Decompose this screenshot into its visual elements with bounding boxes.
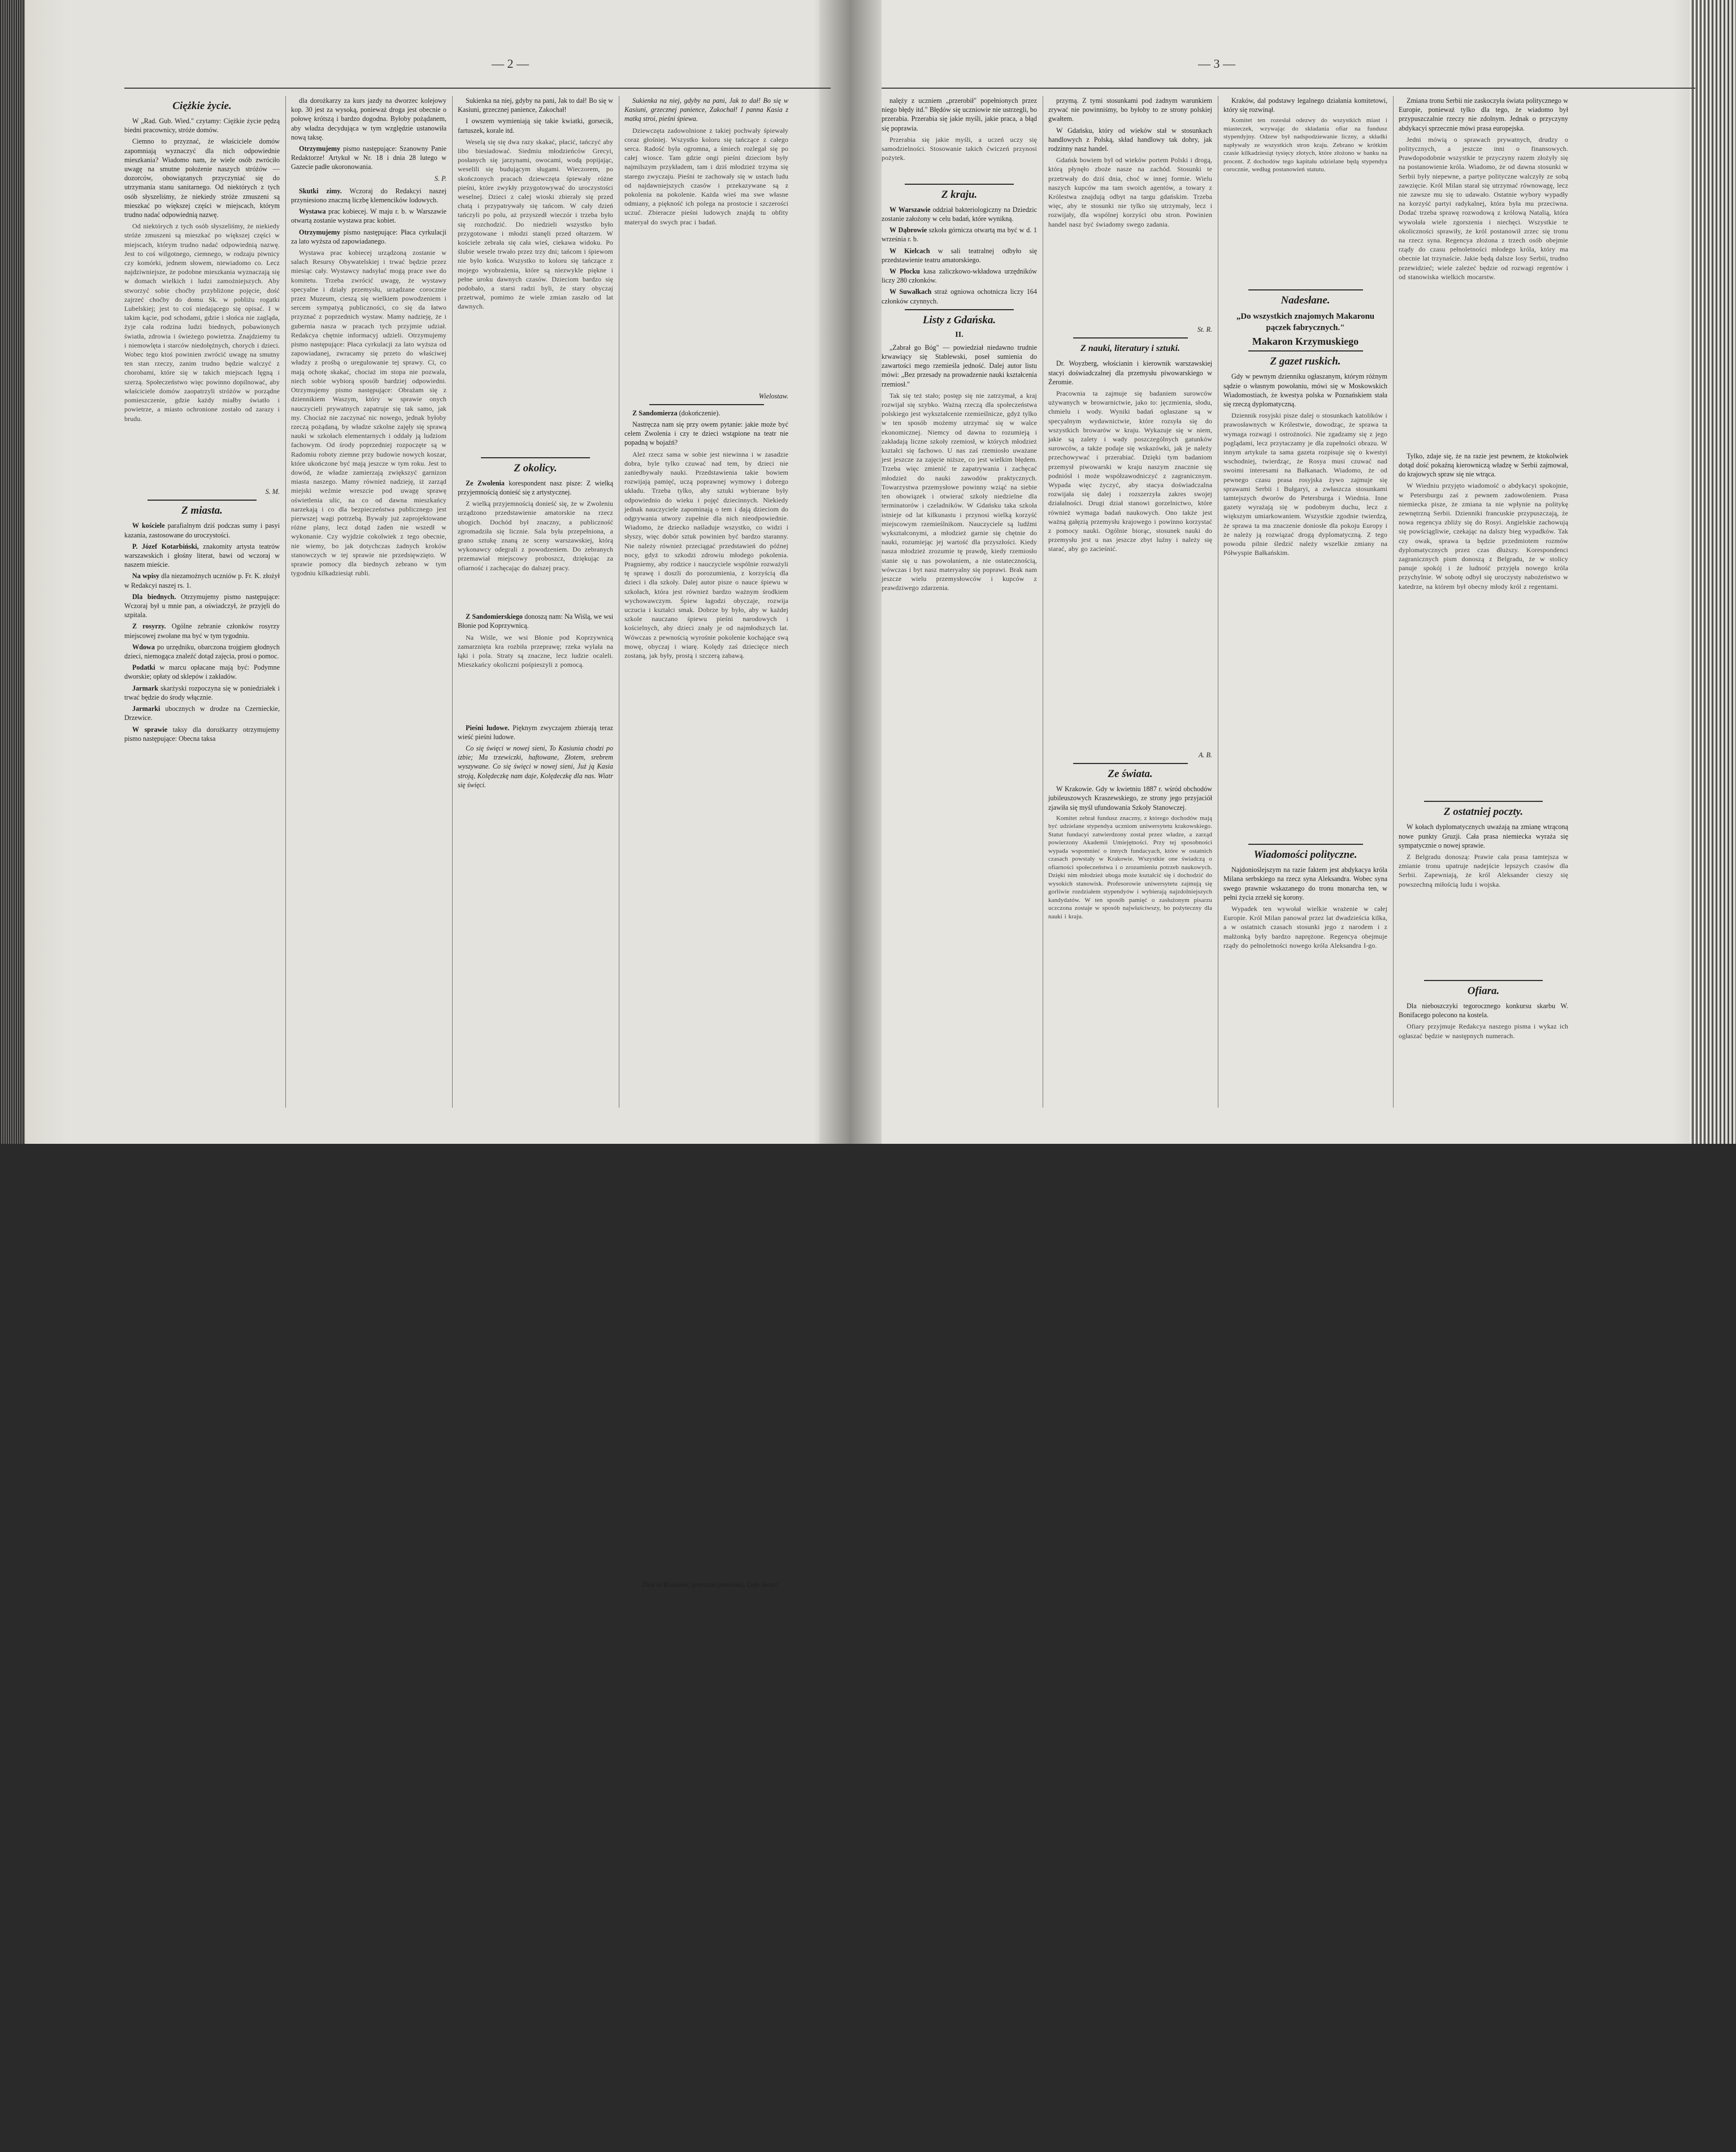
page-header-rule bbox=[124, 88, 831, 89]
news-item-label: W Suwałkach bbox=[889, 288, 932, 296]
news-item-label: Otrzymujemy bbox=[299, 228, 341, 236]
news-item-text: straż ogniowa ochotnicza liczy 164 członków czynnych. bbox=[882, 288, 1037, 305]
news-item-text: Pięknym zwyczajem zbierają teraz wieść pieśni ludowe. bbox=[458, 723, 613, 741]
news-item bbox=[291, 186, 446, 205]
news-item bbox=[291, 207, 446, 225]
article-text: „Zabrał go Bóg" — powiedział niedawno trudnie krwawiący się Stablewski, poseł sumienia do zawartości mego rzemieśla jedność. Dalej autor listu mówi: „Bez przesady na prowadzenie nauki kształcenia rzemiosł." bbox=[882, 343, 1037, 388]
news-item-label: Z rosyrzy. bbox=[132, 622, 166, 631]
news-item-label: Skutki zimy. bbox=[299, 186, 342, 195]
section-title: Nadesłane. bbox=[1281, 294, 1330, 307]
news-item-label: Ze Zwolenia bbox=[466, 479, 505, 487]
news-item-label: Pieśni ludowe. bbox=[466, 723, 510, 732]
column-3 bbox=[1223, 96, 1387, 1113]
news-item-text: skarżyski rozpoczyna się w poniedziałek i trwać będzie do środy włącznie. bbox=[124, 684, 280, 701]
article-text: Z wielką przyjemnością donieść się, że w Zwoleniu urządzono przedstawienie amatorskie na rzecz ubogich. Dochód był znaczny, a publiczność zgromadziła się licznie. Sala była przepełniona, a grano sztukę znaną ze sceny warszawskiej, którą wykonawcy odegrali z powodzeniem. Do zebranych przemawiał miejscowy proboszcz, dziękując za ofiarność i zachęcając do dalszej pracy. bbox=[458, 500, 613, 572]
news-item-text: ubocznych w drodze na Czernieckie, Drzewice. bbox=[124, 705, 280, 722]
news-item-text: prac kobiecej. W maju r. b. w Warszawie otwartą zostanie wystawa prac kobiet. bbox=[291, 207, 446, 225]
section-divider bbox=[1248, 350, 1363, 352]
section-title: Wiadomości polityczne. bbox=[1253, 849, 1357, 861]
binding-gutter bbox=[819, 0, 882, 1144]
section-divider bbox=[1073, 337, 1188, 339]
article-text: Dr. Woyzberg, włościanin i kierownik warszawskiej stacyi doświadczalnej dla przemysłu piwowarskiego w Żeromie. bbox=[1048, 359, 1212, 386]
section-divider bbox=[147, 500, 257, 501]
news-item-label: P. Józef Kotarbiński, bbox=[132, 542, 199, 550]
section-divider bbox=[1424, 980, 1543, 981]
article-signature: Wielostaw. bbox=[758, 392, 788, 400]
news-item-label: W Warszawie bbox=[889, 205, 931, 214]
article-body: Zmiana tronu Serbii nie zaskoczyła świata politycznego w Europie, ponieważ tylko dla tego, że wiadomo był przypuszczalnie rzeczy nie zdolnym. Jednak o przyczyny abdykacyi sprzecznie mówi prasa europejska. bbox=[1399, 97, 1568, 132]
article-body: przymą. Z tymi stosunkami pod żadnym warunkiem zrywać nie powinniśmy, bo byłoby to ze strony polskiej gwałtem. bbox=[1048, 97, 1212, 123]
news-item-text: znakomity artysta teatrów warszawskich i głośny literat, bawi od wczoraj w naszem mieście. bbox=[124, 542, 280, 569]
article-text: W Gdańsku, który od wieków stał w stosunkach handlowych z Polską, skład handlowy tak dobry, jak rodzinny nasz handel. bbox=[1048, 126, 1212, 153]
column-rule bbox=[285, 96, 286, 1108]
article-text: Przerabia się jakie myśli, a uczeń uczy się samodzielności. Stosowanie takich ćwiczeń przynosi pożytek. bbox=[882, 135, 1037, 162]
news-item-label: Jarmarki bbox=[132, 705, 160, 713]
news-item bbox=[882, 287, 1037, 305]
article-signature: St. R. bbox=[1197, 326, 1212, 334]
column-4 bbox=[1399, 96, 1568, 1113]
column-2 bbox=[291, 96, 446, 1113]
column-2 bbox=[1048, 96, 1212, 1113]
news-item-label: Wdowa bbox=[132, 643, 155, 651]
section-divider bbox=[905, 184, 1014, 185]
article-text: Dla nieboszczyki tegorocznego konkursu skarbu W. Bonifacego polecono na kostela. bbox=[1399, 1002, 1568, 1019]
page-number: — 3 — bbox=[1198, 57, 1235, 71]
news-item bbox=[882, 205, 1037, 223]
section-title: Z kraju. bbox=[941, 188, 978, 201]
article-text: Komitet ten rozesłał odezwy do wszystkich miast i miasteczek, wzywając do składania ofiar na fundusz stypendyjny. Odzew był nadspodziewanie liczny, a składki napływały ze wszystkich stron kraju. Zebrano w krótkim czasie kilkadziesiąt tysięcy złotych, które złożono w banku na procent. Z dochodów tego kapitału udzielane będą stypendya corocznie, według postanowień statutu. bbox=[1223, 117, 1387, 173]
section-title: Z gazet ruskich. bbox=[1270, 355, 1341, 368]
section-title: Ze świata. bbox=[1108, 768, 1153, 780]
news-item-text: po urzędniku, obarczona trojgiem głodnych dzieci, niemogąca znaleźć dotąd zajęcia, prosi o pomoc. bbox=[124, 643, 280, 661]
news-item bbox=[882, 267, 1037, 285]
news-item bbox=[124, 704, 280, 722]
news-item-text: Otrzymujemy pismo następujące: Wczoraj był u mnie pan, a oświadczył, że przyjęli do szpitala. bbox=[124, 592, 280, 619]
article-body: nalęży z uczniem „przerobił" popełnionych przez niego błędy itd." Błędów się uczniowie nie ustrzegli, bo przerabia. Przerabia się jakie myśli, jakie praca, a błąd się poprawia. bbox=[882, 97, 1037, 132]
news-item bbox=[458, 723, 613, 741]
article-text: Ależ rzecz sama w sobie jest niewinna i w zasadzie dobra, byle tylko czuwać nad tem, by dzieci nie zaniedbywały nauki. Przedstawienia takie bowiem rozwijają pamięć, uczą poprawnej wymowy i dobrego układu. Trzeba tylko, aby sztuki wybierane były odpowiednio do wieku i pojęć dziecinnych. Niekiedy jednak nauczyciele zapominają o tem i dają dzieciom do odgrywania utwory zupełnie dla nich nieodpowiednie. Wiadomo, że dziecko naśladuje wszystko, co widzi i słyszy, więc dobór sztuk powinien być bardzo staranny. Nie należy również przeciągać przedstawień do późnej nocy, gdyż to szkodzi zdrowiu młodego pokolenia. Pragniemy, aby rodzice i nauczyciele wspólnie rozważyli tę sprawę i doszli do porozumienia, z korzyścią dla dzieci i dla szkoły. Dalej autor pisze o nauce śpiewu w szkołach, która jest również bardzo ważnym środkiem wychowawczym. Śpiew łagodzi obyczaje, rozwija uczucia i kształci smak. Dobrze by było, aby w każdej szkole nauczano śpiewu pieśni narodowych i kościelnych, aby dzieci znały je od najmłodszych lat. Wówczas z pewnością wyrośnie pokolenie kochające swą mowę, obyczaj i wiarę. Kolędy zaś dziecięce niech zostaną, jak były, prostą i szczerą zabawą. bbox=[624, 450, 788, 660]
article-verse: Sukienka na niej, gdyby na pani, Jak to dał! Bo się w Kasiuni, grzecznej panience, Zakochał! I panna Kasia z matką stroi, pieśni śpiewa. bbox=[624, 97, 788, 123]
article-verse: Co się święci w nowej sieni, To Kasiunia chodzi po izbie; Ma trzewiczki, haftowane, Złotem, srebrem wyszywane. Co się święci w nowej sieni, Już ją Kasia stroją, Kolędeczkę nam daje, Kolędeczkę dla nas. Wiatr się święci. bbox=[458, 744, 613, 789]
news-item bbox=[458, 612, 613, 630]
article-text: Pracownia ta zajmuje się badaniem surowców używanych w browarnictwie, jako to: jęczmienia, słodu, chmielu i wody. Wyniki badań ogłaszane są w specyalnym wydawnictwie, które rozsyła się do wszystkich browarów w kraju. Wykazuje się w niem, jakie są zalety i wady poszczególnych gatunków surowców, a także podaje się wskazówki, jak je należy przechowywać i przerabiać. Dzięki tym badaniom przemysł piwowarski w kraju naszym znacznie się podniósł i może współzawodniczyć z zagranicznym. Wypada więc życzyć, aby stacya doświadczalna rozwijała się dalej i rozszerzyła zakres swojej działalności. Drugi dział stanowi gorzelnictwo, które również wymaga badań naukowych. Ono także jest ważną gałęzią przemysłu krajowego i powinno korzystać z pomocy nauki. Ogólnie biorąc, stosunek nauki do przemysłu jest u nas jeszcze zbyt luźny i należy się starać, aby go zacieśnić. bbox=[1048, 389, 1212, 553]
column-rule bbox=[1393, 96, 1394, 1108]
article-verse: Sukienka na niej, gdyby na pani, Jak to dał! Bo się w Kasiuni, grzecznej panience, Zakochał! bbox=[458, 97, 613, 114]
news-item-label: Z Sandomierskiego bbox=[466, 613, 523, 621]
news-item-text: donoszą nam: Na Wiślą, we wsi Błonie pod Koprzywnicą. bbox=[458, 613, 613, 630]
news-item bbox=[291, 144, 446, 172]
section-divider bbox=[1424, 801, 1543, 802]
news-item-label: W sprawie bbox=[132, 725, 168, 734]
article-text: Na Wiśle, we wsi Błonie pod Koprzywnicą zamarznięta kra rozbiła przeprawę; rzeka wylała na łąki i pola. Straty są znaczne, lecz ludzie ocaleli. Mieszkańcy okoliczni pośpieszyli z pomocą. bbox=[458, 633, 613, 669]
article-intro: W „Rad. Gub. Wied." czytamy: Ciężkie życie pędzą biedni pracownicy, stróże domów. bbox=[124, 117, 280, 134]
article-body: dla dorożkarzy za kurs jazdy na dworzec kolejowy kop. 30 jest za wysoką, ponieważ droga jest obecnie o połowę krótszą i bardzo dogodna. Byłoby pożądanem, aby władza decydująca w tym względzie ustanowiła nową taksę. bbox=[291, 97, 446, 141]
news-item-text: w sali teatralnej odbyło się przedstawienie teatru amatorskiego. bbox=[882, 246, 1037, 264]
news-item-label: Jarmark bbox=[132, 684, 159, 692]
article-text: Ofiary przyjmuje Redakcya naszego pisma i wykaz ich ogłaszać będzie w następnych numerach. bbox=[1399, 1022, 1568, 1040]
news-item-text: dla niezamożnych uczniów p. Fr. K. złożył w Redakcyi naszej rs. 1. bbox=[124, 572, 280, 589]
news-item-label: W Dąbrowie bbox=[889, 226, 927, 235]
news-item bbox=[882, 225, 1037, 244]
news-item bbox=[124, 643, 280, 661]
article-body: Ciemno to przyznać, że właściciele domów zapomniają wyznaczyć dla nich odpowiednie mieszkania? Wiadomo nam, że wiele osób zwróciło uwagę na smutne położenie naszych stróżów — dozorców, obowiązanych przyczyniać się do utrzymania stanu sanitarnego. Od niektórych z tych osób słyszeliśmy, że niekiedy stróże zmuszeni są mieszkać po większej części w miejscach, którym trudno nadać odpowiednią nazwę. bbox=[124, 137, 280, 219]
section-title: Ofiara. bbox=[1467, 985, 1500, 997]
section-divider bbox=[1248, 844, 1363, 845]
news-item bbox=[124, 684, 280, 702]
news-item bbox=[124, 542, 280, 570]
article-text: Gdańsk bowiem był od wieków portem Polski i drogą, którą płynęło zboże nasze na zachód. Stosunki te przetrwały do dziś dnia, choć w innej formie. Wielu naszych kupców ma tam swoich agentów, a towary z Królestwa znajdują odbyt na targu gdańskim. Trzeba więc, aby te stosunki nie tylko się utrzymały, lecz i rozwijały, dla wspólnej korzyści obu stron. Powinien handel nasz być świadomy swego zadania. bbox=[1048, 156, 1212, 228]
news-item-label: Na wpisy bbox=[132, 572, 159, 580]
news-item bbox=[124, 521, 280, 539]
article-text: Z Belgradu donoszą: Prawie cała prasa tamtejsza w zmianie tronu upatruje nadejście lepszych czasów dla Serbii. Zapewniają, że król Aleksander cieszy się powszechną miłością ludu i wojska. bbox=[1399, 853, 1568, 888]
column-1 bbox=[124, 96, 280, 1113]
article-text: Weselą się się dwa razy skakać, płacić, tańczyć aby libo biesiadować. Siedmiu młodzieńców Grecyi, posłanych się jarzynami, owocami, wodą popijając, weselili się budującym sługami. Wieczorem, po skończonych pracach dziewczęta śpiewały różne pieśni, które zwykły przygotowywać do uroczystości weselnej. Dzieci z całej wioski zbierały się przed chatą i przypatrywały się tańcom. W cały dzień tańczyli po polu, aż przyszedł wieczór i trzeba było się rozchodzić. Do niedzieli wszystko było przygotowane i młodzi stanęli przed ołtarzem. W kościele zebrała się cała wieś, ciekawa widoku. Po ślubie wesele trwało przez trzy dni; tańcom i śpiewom nie było końca. Wszystko to koloru się tańczące z mojego wyobrażenia, które są niezwykle piękne i pełne uroku dawnych czasów. Dzieciom bardzo się podobało, a starsi radzi byli, że stary obyczaj przetrwał, pomimo że wiele zmian zaszło od lat dawnych. bbox=[458, 137, 613, 311]
news-item-text: Ogólne zebranie członków rosyrzy miejscowej zwołane ma być w tym tygodniu. bbox=[124, 622, 280, 640]
news-item-label: W Płocku bbox=[889, 267, 920, 276]
article-text: Wystawa prac kobiecej urządzoną zostanie w salach Resursy Obywatelskiej i trwać będzie przez miesiąc cały. Wystawcy nadsyłać mogą prace swe do komitetu. Trzeba zwrócić uwagę, że wystawy specyalne i działy przemysłu, urządzane corocznie przez Muzeum, cieszą się wielkiem powodzeniem i sercem sympatyą publiczności, co się da łatwo przyznać z poprzednich wystaw. Mamy nadzieję, że i gubernia nasza w pracach tych przyjmie udział. Redakcya chętnie informacyj udzieli. Otrzymujemy pismo następujące: Płaca cyrkulacji za lato wyższa od zapowiadanej, zwracamy się przeto do właściwej władzy z prośbą o uregulowanie tej sprawy. Ci, co mają ochotę skakać, chociaż im stopa nie pozwala, niech sobie wybiorą sposób bardziej odpowiedni. Otrzymujemy pismo następujące: Obrażam się z dziennikiem Waszym, który w sprawie onych nauczycieli prywatnych zapatruje się tak samo, jak my. Chociaż nie zaczynać nic nowego, jednak byłoby rzeczą pożądaną, by władze szkolne zajęły się sprawą nauki w szkołach elementarnych i oddały ją ludziom fachowym. Od środy poprzedniej rozpoczęte są w Radomiu roboty ziemne przy budowie nowych koszar, które ukończone być mają jeszcze w tym roku. Jest to dowód, że władze zamierzają zwiększyć garnizon miasta naszego. Mamy również nadzieję, iż zarząd miejski weźmie wreszcie pod uwagę sprawę oświetlenia ulic, na co od dawna mieszkańcy narzekają i co dla bezpieczeństwa publicznego jest pierwszej wagi potrzebą. Bywały już zaprojektowane różne plany, lecz dotąd żaden nie wszedł w wykonanie. Czy wyjdzie cokolwiek z tego obecnie, nie wiemy, bo jak dotychczas żadnych kroków stanowczych w tej sprawie nie przedsięwzięto. W sprawie pomocy dla biednych zebrano w tym tygodniu kilkadziesiąt rubli. bbox=[291, 249, 446, 578]
section-divider bbox=[649, 404, 764, 405]
news-item bbox=[624, 409, 788, 418]
advertisement-brand: Makaron Krzymuskiego bbox=[1252, 336, 1359, 348]
column-3 bbox=[458, 96, 613, 1113]
article-signature: A. B. bbox=[1198, 751, 1212, 760]
article-text: W kołach dyplomatycznych uważają na zmianę wtrąconą nowe punkty Gruzji. Cała prasa niemiecka wyraża się sympatycznie o nowej sprawie. bbox=[1399, 823, 1568, 849]
news-item-text: w marcu opłacane mają być: Podymne dworskie; opłaty od sklepów i zakładów. bbox=[124, 663, 280, 681]
article-body: Kraków, dal podstawy legalnego działania komitetowi, który się rozwinął. bbox=[1223, 97, 1387, 114]
news-item-text: oddział bakteriologiczny na Dziedzic zostanie założony w celu badań, które wynikną. bbox=[882, 205, 1038, 223]
page-stack-right-edge bbox=[1690, 0, 1736, 1144]
news-item-text: pismo następujące: Szanowny Panie Redaktorze! Artykuł w Nr. 18 i dnia 28 lutego w Gazecie padłe ukoronowania. bbox=[291, 145, 446, 171]
article-text: Od niektórych z tych osób słyszeliśmy, że niekiedy stróże zmuszeni są mieszkać po większej części w miejscach, którym trudno nadać odpowiednią nazwę. Jest to coś wilgotnego, ciemnego, w rodzaju piwnicy czy komórki, jednem słowem, niewiadomo co. Lecz najdziwniejsze, że podobne mieszkania wyznaczają się w domach wielkich i ludzi zamożniejszych. Aby stworzyć sobie choćby przybliżone pojęcie, dość zajrzeć choćby do domu Sk. w pobliżu rogatki Lubelskiej; jest to coś niedającego się opisać. I w takim kącie, pod schodami, gdzie i słońca nie zagląda, żyje cała rodzina ludzi biednych, pobawionych światła, zdrowia i świeżego powietrza. Znajdziemy tu i niemowlęta i starców niedołężnych, chorych i dzieci. Wobec tego ktoś powinien zwrócić uwagę na smutny ten stan rzeczy, zanim trudno będzie walczyć z chorobami, które się w takich miejscach lęgną i szerzą. Społeczeństwo więc powinno dopilnować, aby właściciele domów zaopatrzyli stróżów w porządne pomieszczenie, gdzie każdy miałby światło i powietrze, a miasto ochronione zostało od zarazy i brudu. bbox=[124, 222, 280, 423]
section-title: Z okolicy. bbox=[514, 462, 557, 474]
article-text: Nastręcza nam się przy owem pytanie: jakie może być celem Zwolenia i czy te dzieci wstąpione na teatr nie popadną w bojaźń? bbox=[624, 420, 788, 447]
news-item bbox=[124, 725, 280, 743]
news-item bbox=[124, 663, 280, 681]
news-item bbox=[124, 622, 280, 640]
article-text: Tak się też stało; postęp się nie zatrzymał, a kraj rozwijał się szybko. Ważną rzeczą dla społeczeństwa polskiego jest wykształcenie rzemieślnicze, gdyż tylko w ten sposób możemy utrzymać się w walce ekonomicznej. Niemcy od dawna to rozumieją i zakładają liczne szkoły rzemiosł, w których młodzież kształci się fachowo. U nas zaś rzemiosło uważane jest jeszcze za zajęcie niższe, co jest wielkim błędem. Trzeba więc zmienić te zapatrywania i zachęcać młodzież do nauki zawodów praktycznych. Towarzystwa przemysłowe powinny wziąć na siebie ten obowiązek i otwierać szkoły niedzielne dla terminatorów i czeladników. W Gdańsku taka szkoła istnieje od lat kilkunastu i przynosi wielką korzyść miejscowym rzemieślnikom. Nauczyciele są ludźmi wykształconymi, a młodzież garnie się chętnie do nauki, rozumiejąc jej wartość dla przyszłości. Kiedy nasza młodzież zrozumie tę prawdę, kiedy rzemiosło stanie się u nas powołaniem, a nie ostatecznością, wówczas i byt nasz materyalny się poprawi. Brak nam jeszcze wielu przemysłowców i kupców z prawdziwego zdarzenia. bbox=[882, 391, 1037, 592]
column-4 bbox=[624, 96, 788, 1589]
newspaper-page-2 bbox=[34, 34, 825, 1589]
news-item bbox=[124, 592, 280, 620]
article-text: Tylko, zdaje się, że na razie jest pewnem, że ktokolwiek dotąd dość pokaźną kierowniczą władzę w Serbii zajmował, do krajowych spraw się nie wtrąca. bbox=[1399, 452, 1568, 479]
section-title: Z ostatniej poczty. bbox=[1443, 806, 1524, 818]
news-item-label: W kościele bbox=[132, 522, 165, 530]
article-text: Jedni mówią o sprawach prywatnych, drudzy o politycznych, a jeszcze inni o finansowych. Prawdopodobnie wszystkie te przyczyny razem złożyły się na postanowienie króla. Wiadomo, że od dawna stosunki w Serbii były niepewne, a partye polityczne walczyły ze sobą zawzięcie. Król Milan starał się utrzymać równowagę, lecz nie zawsze mu się to udawało. Ostatnie wybory wypadły na korzyść partyi radykalnej, która była mu przeciwna. Dodać trzeba sprawę rozwodową z królową Natalią, która wywołała wiele zgorszenia i niechęci. Wszystkie te okoliczności sprawiły, że król postanowił zrzec się tronu na rzecz syna. Regencya złożona z trzech osób obejmie rządy do czasu pełnoletności młodego króla, który ma obecnie lat trzynaście. Jakie będą dalsze losy Serbii, trudno przewidzieć; wiele zależeć będzie od rozwagi regentów i od stanowiska wielkich mocarstw. bbox=[1399, 135, 1568, 281]
news-item bbox=[458, 479, 613, 497]
article-text: Komitet zebrał fundusz znaczny, z którego dochodów mają być udzielane stypendya uczniom uniwersytetu krakowskiego. Statut fundacyi zatwierdzony został przez władze, a zarząd powierzony Akademii Umiejętności. Przy tej sposobności wypada wspomnieć o innych fundacyach, które w ostatnich czasach powstały w Krakowie. Wszystkie one świadczą o ofiarności społeczeństwa i o zrozumieniu potrzeb naukowych. Dzięki nim młodzież uboga może kształcić się i dochodzić do wysokich stanowisk. Profesorowie uniwersytetu zajmują się gorliwie rozdziałem stypendyów i wybierają najzdolniejszych kandydatów. W ten sposób pamięć o zasłużonym pisarzu uczczona zostaje w sposób najwłaściwszy, bo pożyteczny dla nauki i kraju. bbox=[1048, 814, 1212, 920]
page-header-rule bbox=[882, 88, 1695, 89]
news-item-text: parafialnym dziś podczas sumy i pasyi kazania, zastosowane do uroczystości. bbox=[124, 522, 280, 539]
article-verse: Dziś to Kasiunia, grzeczna panienka, Cały świat! bbox=[642, 1580, 779, 1589]
column-1 bbox=[882, 96, 1037, 1113]
article-text: I owszem wymieniają się takie kwiatki, gorsecik, fartuszek, korale itd. bbox=[458, 117, 613, 134]
section-divider bbox=[905, 309, 1014, 310]
column-rule bbox=[452, 96, 453, 1108]
news-item bbox=[291, 228, 446, 246]
article-text: Dziewczęta zadowolnione z takiej pochwały śpiewały coraz głośniej. Wszystko koloru się tańczące z całego serca. Radość była ogromna, a śmiech rozlegał się po całej wiosce. Tam gdzie ongi pieśni dzieciom były najmilszym przykładem, tam i dziś młodzież trzyma się starego zwyczaju. Pieśni te zachowały się w ustach ludu od najdawniejszych czasów i przekazywane są z pokolenia na pokolenie. Każda wieś ma swe własne odmiany, a piękność ich polega na prostocie i szczerości uczuć. Zbieracze pieśni ludowych znajdą tu obfity materyał do swych prac i badań. bbox=[624, 126, 788, 226]
news-item-text: korespondent nasz pisze: Z wielką przyjemnością donieść się z artystycznej. bbox=[458, 479, 613, 497]
news-item-label: Dla biednych. bbox=[132, 592, 176, 601]
article-text: Wypadek ten wywołał wielkie wrażenie w całej Europie. Król Milan panował przez lat dwadzieścia kilka, a w ostatnich czasach stosunki jego z narodem i z małżonką były bardzo naprężone. Regencya obejmuje rządy do pełnoletności nowego króla Aleksandra I-go. bbox=[1223, 905, 1387, 949]
news-item-label: Wystawa bbox=[299, 207, 326, 216]
section-numeral: II. bbox=[955, 330, 964, 339]
news-item-sub: (dokończenie). bbox=[679, 409, 721, 417]
news-item-text: kasa zaliczkowo-wkładowa urzędników liczy 280 członków. bbox=[882, 267, 1037, 285]
article-signature: S. M. bbox=[265, 488, 280, 496]
section-divider bbox=[1073, 763, 1188, 764]
advertisement-text: „Do wszystkich znajomych Makaronu pączek fabrycznych." bbox=[1236, 312, 1375, 333]
news-item-label: Z Sandomierza bbox=[632, 409, 678, 417]
news-item-label: Otrzymujemy bbox=[299, 145, 341, 153]
newspaper-page-3 bbox=[882, 34, 1673, 1108]
page-stack-left-edge bbox=[0, 0, 25, 1144]
article-text: Gdy w pewnym dzienniku ogłaszanym, którym różnym sądzie o własnym powołaniu, mówi się w Moskowskich Wiadomostiach, że kwestya polska w Poznańskiem stała się rzeczą dyplomatyczną. bbox=[1223, 372, 1387, 409]
section-title: Listy z Gdańska. bbox=[922, 314, 996, 326]
news-item bbox=[882, 246, 1037, 264]
article-text: W Wiedniu przyjęto wiadomość o abdykacyi spokojnie, w Petersburgu zaś z pewnem zadowoleniem. Prasa niemiecka pisze, że zmiana ta nie wpłynie na politykę zewnętrzną Serbii. Dzienniki francuskie przypuszczają, że nowa regencya zbliży się do Rosyi. Angielskie zachowują się powściągliwie, czekając na dalszy bieg wypadków. Tak czy owak, sprawa ta będzie przedmiotem rozmów dyplomatycznych przez czas dłuższy. Korespondenci zagranicznych pism donoszą z Belgradu, że w stolicy panuje spokój i że ludność przyjęła nowego króla przychylnie. W sobotę odbył się uroczysty nabożeństwo w katedrze, na którem był obecny młody król z regentami. bbox=[1399, 481, 1568, 591]
news-item-text: taksy dla dorożkarzy otrzymujemy pismo następujące: Obecna taksa bbox=[124, 725, 280, 743]
article-title: Ciężkie życie. bbox=[172, 100, 232, 112]
news-item-label: Podatki bbox=[132, 663, 155, 672]
news-item-text: szkoła górnicza otwartą ma być w d. 1 września r. b. bbox=[882, 226, 1038, 244]
section-title: Z nauki, literatury i sztuki. bbox=[1080, 344, 1181, 354]
article-text: W Krakowie. Gdy w kwietniu 1887 r. wśród obchodów jubileuszowych Kraszewskiego, ze strony jego przyjaciół zjawiła się myśl ufundowania Szkoły Stanowczej. bbox=[1048, 785, 1212, 812]
article-text: Najdonioślejszym na razie faktem jest abdykacya króla Milana serbskiego na rzecz syna Aleksandra. Wobec syna swego prawnie wskazanego do tronu monarcha ten, w pełni życia zrzekł się korony. bbox=[1223, 866, 1387, 901]
article-text: Dziennik rosyjski pisze dalej o stosunkach katolików i prawosławnych w Królestwie, dowodząc, że sprawa ta wymaga rozwagi i ostrożności. Nie zgadzamy się z jego poglądami, lecz przytaczamy je dla zupełności obrazu. W innym artykule ta sama gazeta rozpisuje się o kwestyi wschodniej, twierdząc, że Rosya musi czuwać nad swoimi interesami na Bałkanach. Wiadomo, że od pewnego czasu prasa rosyjska żywo zajmuje się sprawami Serbii i Bułgaryi, a zwłaszcza stosunkami tamtejszych dworów do Petersburga i Wiednia. Inne gazety wyrażają się w podobnym duchu, lecz z większym umiarkowaniem. Wszystkie zgodnie twierdzą, że sprawa ta ma znaczenie doniosłe dla pokoju Europy i że należy ją rozwiązać drogą dyplomatyczną. Z tego powodu pilnie śledzić należy wszelkie zmiany na Półwyspie Bałkańskim. bbox=[1223, 411, 1387, 557]
article-signature: S. P. bbox=[434, 174, 446, 183]
section-divider bbox=[481, 457, 590, 458]
news-item-text: Wczoraj do Redakcyi naszej przyniesiono znaczną liczbę klemencików lodowych. bbox=[291, 186, 446, 205]
news-item-text: pismo następujące: Płaca cyrkulacji za lato wyższa od zapowiadanego. bbox=[291, 228, 446, 245]
page-number: — 2 — bbox=[492, 57, 529, 71]
news-item bbox=[124, 571, 280, 589]
news-item-label: W Kielcach bbox=[889, 246, 930, 255]
section-divider bbox=[1248, 289, 1363, 290]
section-title: Z miasta. bbox=[181, 505, 223, 517]
